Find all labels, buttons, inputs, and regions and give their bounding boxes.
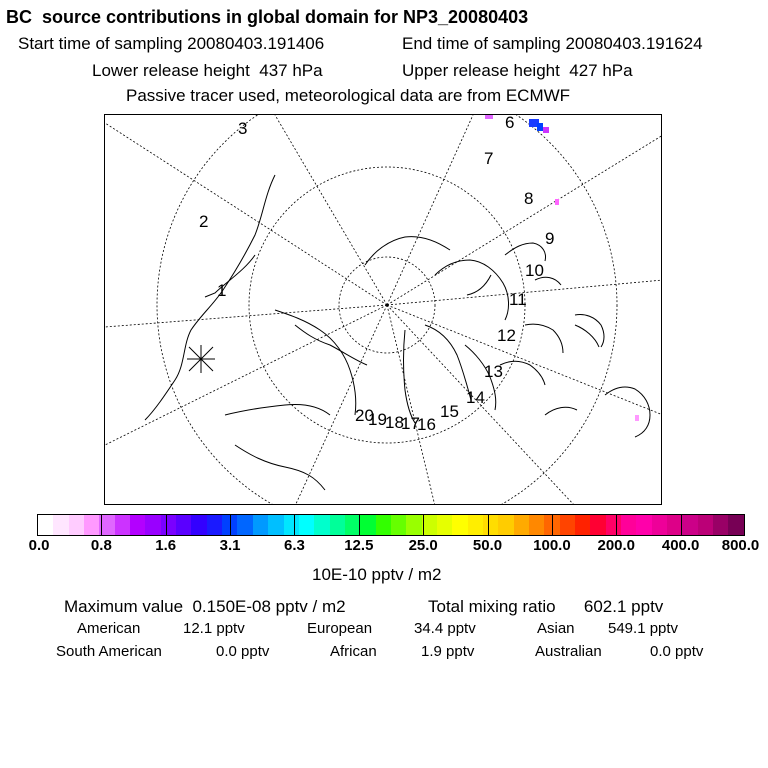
coastline — [505, 243, 546, 261]
day-label: 20 — [355, 406, 374, 425]
meridian-line — [275, 115, 387, 305]
colorbar-divider — [294, 515, 295, 535]
colorbar-tick-label: 0.0 — [28, 537, 50, 554]
day-label: 3 — [238, 119, 248, 138]
color-swatch — [207, 515, 222, 535]
day-label: 9 — [545, 229, 555, 248]
total-mixing-ratio: Total mixing ratio 602.1 pptv — [428, 597, 664, 616]
day-label: 12 — [497, 326, 516, 345]
color-swatch — [728, 515, 743, 535]
colorbar-tick-label: 1.6 — [155, 537, 177, 554]
color-swatch — [590, 515, 605, 535]
colorbar-divider — [166, 515, 167, 535]
color-swatch — [53, 515, 68, 535]
coastline — [425, 325, 471, 400]
colorbar-tick-label: 100.0 — [533, 537, 571, 554]
source-patch — [485, 115, 493, 119]
meridian-line — [105, 123, 387, 305]
colorbar-divider — [359, 515, 360, 535]
american-value: 12.1 pptv — [183, 620, 245, 637]
coastline — [467, 275, 491, 295]
asterisk-star-icon — [187, 345, 215, 373]
color-swatch — [176, 515, 191, 535]
south-american-value: 0.0 pptv — [216, 643, 270, 660]
south-american-label: South American — [56, 643, 162, 660]
coastline — [235, 445, 325, 490]
page-title: BC source contributions in global domain for NP3_20080403 — [6, 7, 529, 27]
color-swatch — [191, 515, 206, 535]
color-swatch — [606, 515, 621, 535]
color-swatch — [713, 515, 728, 535]
meridians — [105, 115, 662, 505]
colorbar-tick-label: 50.0 — [472, 537, 503, 554]
start-time: Start time of sampling 20080403.191406 — [18, 34, 325, 53]
color-swatch — [360, 515, 375, 535]
coastline — [205, 255, 255, 297]
asian-label: Asian — [537, 620, 575, 637]
day-label: 1 — [217, 281, 227, 300]
colorbar-tick-label: 400.0 — [661, 537, 700, 554]
source-patch — [543, 127, 549, 133]
colorbar-divider — [681, 515, 682, 535]
color-swatch — [514, 515, 529, 535]
color-swatch — [314, 515, 329, 535]
colorbar-tick-label: 3.1 — [219, 537, 241, 554]
upper-release-height: Upper release height 427 hPa — [402, 61, 633, 80]
day-label: 17 — [401, 414, 420, 433]
color-swatch — [621, 515, 636, 535]
african-value: 1.9 pptv — [421, 643, 475, 660]
colorbar-divider — [616, 515, 617, 535]
color-swatch — [268, 515, 283, 535]
color-swatch — [483, 515, 498, 535]
max-value: Maximum value 0.150E-08 pptv / m2 — [64, 597, 346, 616]
day-label: 8 — [524, 189, 534, 208]
meridian-line — [387, 305, 662, 415]
color-swatch — [237, 515, 252, 535]
color-swatch — [161, 515, 176, 535]
map-canvas — [105, 115, 662, 505]
day-label: 10 — [525, 261, 544, 280]
coastline — [295, 325, 367, 365]
color-swatch — [284, 515, 299, 535]
coastline — [145, 175, 275, 420]
meridian-line — [105, 305, 387, 445]
coastline — [365, 237, 450, 265]
color-swatch — [529, 515, 544, 535]
day-label: 19 — [368, 410, 387, 429]
color-swatch — [84, 515, 99, 535]
color-swatch — [437, 515, 452, 535]
day-label: 2 — [199, 212, 209, 231]
day-label: 18 — [385, 413, 404, 432]
color-swatch — [38, 515, 53, 535]
colorbar-tick-label: 25.0 — [408, 537, 438, 554]
source-patch — [537, 123, 543, 131]
australian-value: 0.0 pptv — [650, 643, 704, 660]
meridian-line — [387, 305, 435, 505]
meridian-line — [105, 305, 387, 327]
day-label: 11 — [509, 290, 527, 309]
latitude-circle — [157, 115, 617, 505]
tracer-note: Passive tracer used, meteorological data are from ECMWF — [126, 86, 571, 105]
coastlines — [145, 175, 650, 490]
color-swatch — [636, 515, 651, 535]
colorbar-tick-label: 200.0 — [597, 537, 636, 554]
american-label: American — [77, 620, 141, 637]
colorbar-divider — [230, 515, 231, 535]
color-swatch — [560, 515, 575, 535]
color-swatch — [575, 515, 590, 535]
color-swatch — [299, 515, 314, 535]
color-swatch — [498, 515, 513, 535]
colorbar-tick-label: 6.3 — [284, 537, 305, 554]
day-label: 16 — [417, 415, 436, 434]
color-swatch — [130, 515, 145, 535]
coastline — [525, 324, 563, 353]
colorbar-divider — [552, 515, 553, 535]
color-swatch — [452, 515, 467, 535]
european-value: 34.4 pptv — [414, 620, 476, 637]
coastline — [575, 325, 599, 347]
coastline — [500, 361, 545, 385]
source-patch — [555, 199, 559, 205]
color-legend-bar — [37, 514, 745, 536]
coastline — [404, 330, 416, 423]
australian-label: Australian — [535, 643, 602, 660]
color-swatch — [115, 515, 130, 535]
colorbar-tick-label: 12.5 — [344, 537, 374, 554]
color-swatch — [682, 515, 697, 535]
color-swatch — [698, 515, 713, 535]
colorbar-tick-label: 0.8 — [90, 537, 112, 554]
color-swatch — [253, 515, 268, 535]
meridian-line — [387, 115, 473, 305]
color-swatch — [330, 515, 345, 535]
asian-value: 549.1 pptv — [608, 620, 679, 637]
color-swatch — [468, 515, 483, 535]
color-swatch — [69, 515, 84, 535]
latitude-circles — [157, 115, 617, 505]
colorbar-divider — [423, 515, 424, 535]
lower-release-height: Lower release height 437 hPa — [92, 61, 323, 80]
day-label: 7 — [484, 149, 494, 168]
colorbar-divider — [101, 515, 102, 535]
european-label: European — [307, 620, 373, 637]
colorbar-divider — [488, 515, 489, 535]
colorbar-tick-label: 800.0 — [721, 537, 760, 554]
source-patch — [635, 415, 639, 421]
color-swatch — [145, 515, 160, 535]
day-label: 14 — [466, 388, 485, 407]
day-label: 13 — [484, 362, 503, 381]
african-label: African — [330, 643, 377, 660]
day-label: 15 — [440, 402, 459, 421]
color-swatch — [376, 515, 391, 535]
day-label: 6 — [505, 115, 515, 132]
polar-map — [104, 114, 662, 505]
coastline — [545, 407, 577, 415]
coastline — [225, 404, 330, 415]
coastline — [575, 314, 604, 347]
color-swatch — [652, 515, 667, 535]
end-time: End time of sampling 20080403.191624 — [402, 34, 703, 53]
color-swatch — [406, 515, 421, 535]
color-swatch — [391, 515, 406, 535]
unit-label: 10E-10 pptv / m2 — [312, 565, 442, 584]
